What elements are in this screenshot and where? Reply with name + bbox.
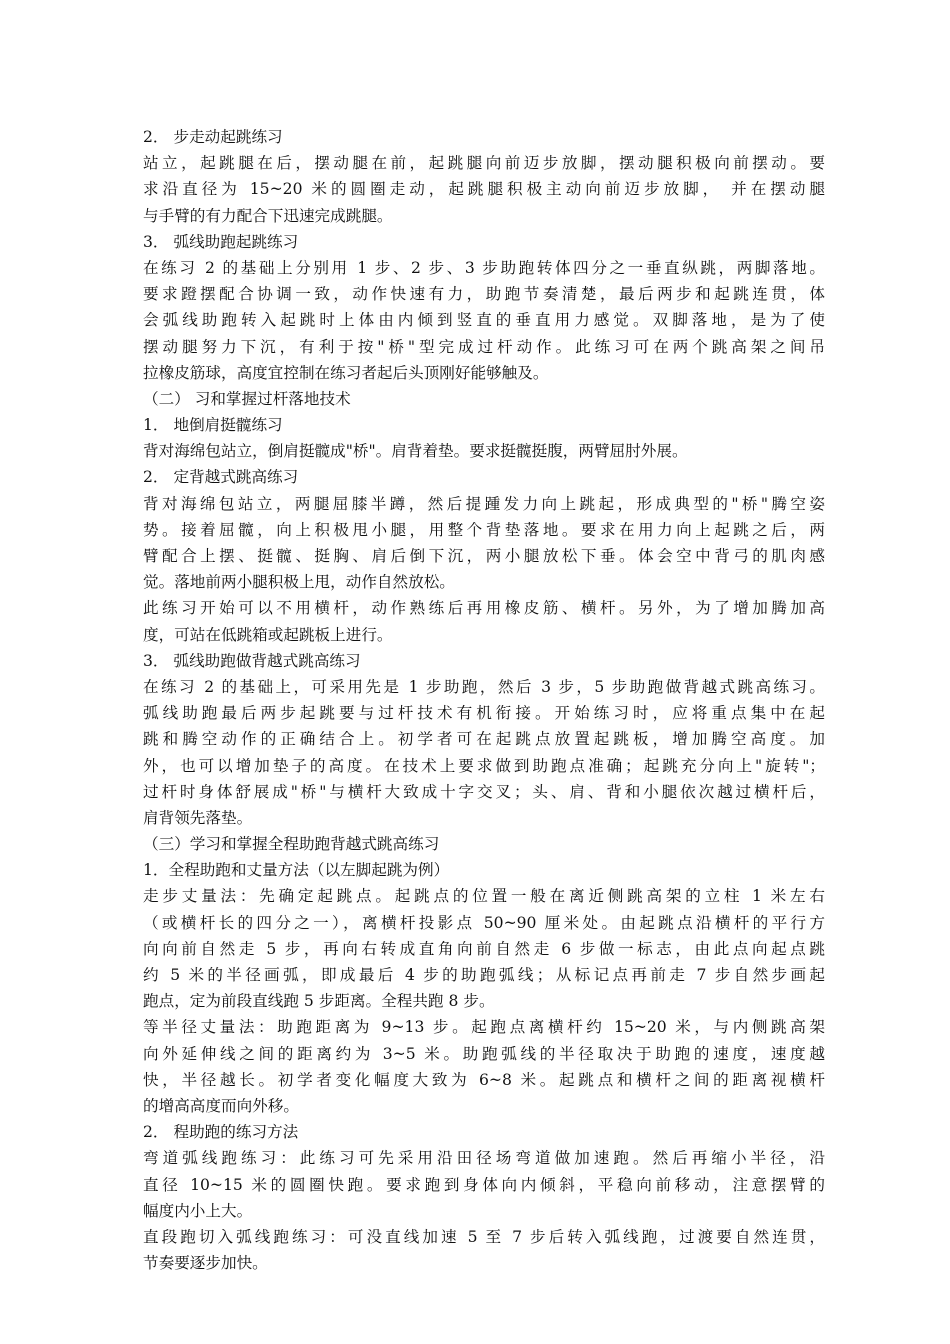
document-body [143, 124, 825, 1276]
paragraph-line: 弧线助跑最后两步起跳要与过杆技术有机衔接。开始练习时，应将重点集中在起 [143, 704, 825, 723]
paragraph-line: 臂配合上摆、挺髋、挺胸、肩后倒下沉，两小腿放松下垂。体会空中背弓的肌肉感 [143, 547, 825, 565]
paragraph-line: 度，可站在低跳箱或起跳板上进行。 [143, 625, 393, 644]
paragraph-line: 会弧线助跑转入起跳时上体由内倾到竖直的垂直用力感觉。双脚落地，是为了使 [143, 311, 825, 330]
paragraph-line: 幅度内小上大。 [143, 1201, 253, 1220]
paragraph-line: 求沿直径为 15~20 米的圆圈走动，起跳腿积极主动向前迈步放脚， 并在摆动腿 [143, 180, 825, 199]
section-heading: （三）学习和掌握全程助跑背越式跳高练习 [143, 835, 440, 854]
exercise-heading: 2． 步走动起跳练习 [143, 128, 283, 146]
paragraph-line: 向向前自然走 5 步，再向右转成直角向前自然走 6 步做一标志，由此点向起点跳 [143, 939, 825, 958]
exercise-heading: 3． 弧线助跑做背越式跳高练习 [143, 651, 361, 670]
paragraph-line: 等半径丈量法：助跑距离为 9~13 步。起跑点离横杆约 15~20 米，与内侧跳高架 [143, 1018, 825, 1037]
paragraph-line: 拉橡皮筋球，高度宜控制在练习者起后头顶刚好能够触及。 [143, 363, 549, 382]
paragraph-line: 背对海绵包站立，两腿屈膝半蹲，然后提踵发力向上跳起，形成典型的"桥"腾空姿 [143, 494, 825, 513]
paragraph-line: 约 5 米的半径画弧，即成最后 4 步的助跑弧线；从标记点再前走 7 步自然步画起 [143, 966, 825, 984]
paragraph-line: 走步丈量法：先确定起跳点。起跳点的位置一般在离近侧跳高架的立柱 1 米左右 [143, 887, 825, 906]
paragraph-line: 要求蹬摆配合协调一致，动作快速有力，助跑节奏清楚，最后两步和起跳连贯，体 [143, 285, 825, 304]
paragraph-line: 快，半径越长。初学者变化幅度大致为 6~8 米。起跳点和横杆之间的距离视横杆 [143, 1070, 825, 1089]
paragraph-line: 节奏要逐步加快。 [143, 1254, 268, 1273]
exercise-heading: 2． 定背越式跳高练习 [143, 468, 299, 487]
paragraph-line: 肩背领先落垫。 [143, 808, 253, 827]
paragraph-line: 直径 10~15 米的圆圈快跑。要求跑到身体向内倾斜，平稳向前移动，注意摆臂的 [143, 1175, 825, 1194]
exercise-heading: 1． 地倒肩挺髋练习 [143, 416, 283, 435]
paragraph-line: 向外延伸线之间的距离约为 3~5 米。助跑弧线的半径取决于助跑的速度，速度越 [143, 1044, 825, 1063]
paragraph-line: 此练习开始可以不用横杆，动作熟练后再用橡皮筋、横杆。另外，为了增加腾加高 [143, 599, 825, 618]
exercise-heading: 2． 程助跑的练习方法 [143, 1123, 299, 1142]
paragraph-line: 站立，起跳腿在后，摆动腿在前，起跳腿向前迈步放脚，摆动腿积极向前摆动。要 [143, 154, 825, 173]
paragraph-line: 外，也可以增加垫子的高度。在技术上要求做到助跑点准确；起跳充分向上"旋转"； [143, 756, 825, 775]
paragraph-line: 摆动腿努力下沉，有利于按"桥"型完成过杆动作。此练习可在两个跳高架之间吊 [143, 337, 825, 356]
section-heading: （二） 习和掌握过杆落地技术 [143, 389, 351, 408]
paragraph-line: 与手臂的有力配合下迅速完成跳腿。 [143, 206, 393, 225]
paragraph-line: （或横杆长的四分之一），离横杆投影点 50~90 厘米处。由起跳点沿横杆的平行方 [143, 913, 825, 932]
paragraph-line: 过杆时身体舒展成"桥"与横杆大致成十字交叉；头、肩、背和小腿依次越过横杆后， [143, 782, 825, 801]
exercise-heading: 3． 弧线助跑起跳练习 [143, 232, 299, 251]
paragraph-line: 背对海绵包站立，倒肩挺髋成"桥"。肩背着垫。要求挺髋挺腹，两臂屈肘外展。 [143, 442, 688, 461]
paragraph-line: 的增高高度而向外移。 [143, 1096, 299, 1115]
paragraph-line: 觉。落地前两小腿积极上甩，动作自然放松。 [143, 573, 455, 592]
paragraph-line: 跑点，定为前段直线跑 5 步距离。全程共跑 8 步。 [143, 992, 495, 1011]
paragraph-line: 直段跑切入弧线跑练习：可没直线加速 5 至 7 步后转入弧线跑，过渡要自然连贯， [143, 1227, 825, 1246]
paragraph-line: 跳和腾空动作的正确结合上。初学者可在起跳点放置起跳板，增加腾空高度。加 [143, 730, 825, 749]
paragraph-line: 弯道弧线跑练习：此练习可先采用沿田径场弯道做加速跑。然后再缩小半径，沿 [143, 1149, 825, 1168]
exercise-heading: 1．全程助跑和丈量方法（以左脚起跳为例） [143, 861, 450, 880]
paragraph-line: 在练习 2 的基础上，可采用先是 1 步助跑，然后 3 步，5 步助跑做背越式跳高练习。 [143, 677, 825, 696]
paragraph-line: 在练习 2 的基础上分别用 1 步、2 步、3 步助跑转体四分之一垂直纵跳，两脚落地。 [143, 258, 825, 277]
paragraph-line: 势。接着屈髋，向上积极甩小腿，用整个背垫落地。要求在用力向上起跳之后，两 [143, 520, 825, 539]
